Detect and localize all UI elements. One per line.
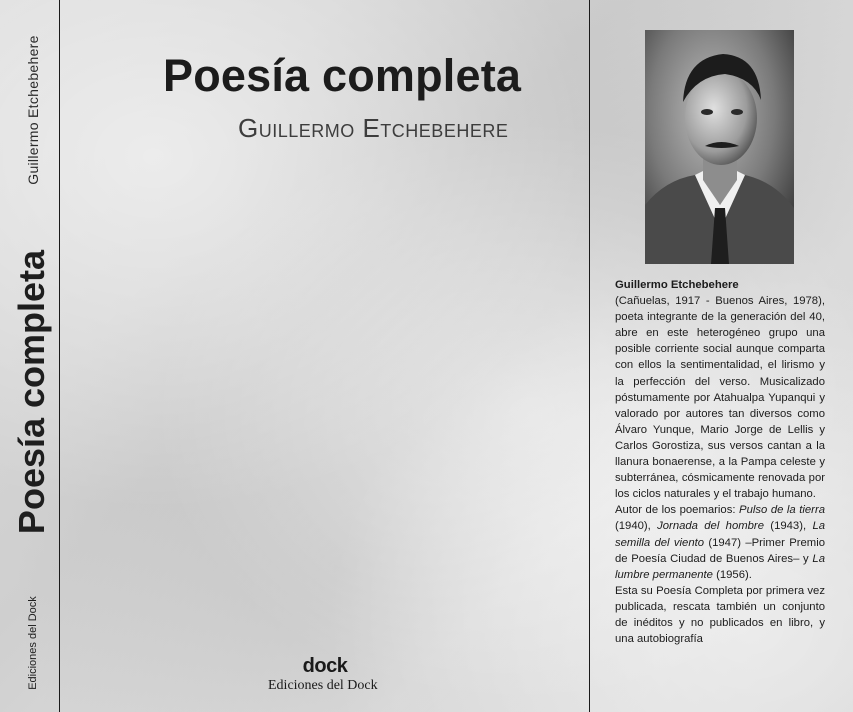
spine-fold-left <box>59 0 60 712</box>
front-title: Poesía completa <box>163 50 522 101</box>
bio-paragraph-2: Autor de los poemarios: Pulso de la tierra (1940), Jornada del hombre (1943), La semilla del viento (1947) –Primer Premio de Poesía Ciudad de Buenos Aires– y La lumbre permanente (1956). <box>615 504 826 581</box>
spine-author: Guillermo Etchebehere <box>25 35 41 185</box>
work-title: La lumbre permanente <box>615 552 825 581</box>
front-publisher: Ediciones del Dock <box>268 678 378 693</box>
spine-title: Poesía completa <box>11 249 52 535</box>
spine-fold-right <box>589 0 590 712</box>
author-portrait-icon <box>645 30 794 264</box>
work-title: Pulso de la tierra <box>739 504 825 517</box>
spine-publisher: Ediciones del Dock <box>27 596 39 690</box>
logo-text: dock <box>302 655 348 676</box>
bio-paragraph-1: (Cañuelas, 1917 - Buenos Aires, 1978), poeta integrante de la generación del 40, abre en este heterogéneo grupo una posible corriente social aunque comparta con ellos la sentimentalidad, el lirismo y la perfección del verso. Musicalizado póstumamente por Atahualpa Yupanqui y valorado por autores tan diversos como Álvaro Yunque, Mario Jorge de Lellis y Carlos Gorostiza, sus versos cantan a la llanura bonaerense, a la Pampa celeste y subterránea, cósmicamente renovada por los ciclos naturales y el trabajo humano. <box>615 295 825 501</box>
dock-logo-icon <box>300 654 350 676</box>
author-biography <box>615 277 825 647</box>
bio-paragraph-3: Esta su Poesía Completa por primera vez publicada, rescata también un conjunto de inéditos y no publicados en libro, y una autobiografía <box>615 584 825 646</box>
work-title: La semilla del viento <box>615 520 826 549</box>
work-title: Jornada del hombre <box>657 520 764 533</box>
front-author: Guillermo Etchebehere <box>238 113 509 143</box>
bio-author-name: Guillermo Etchebehere <box>615 279 739 291</box>
